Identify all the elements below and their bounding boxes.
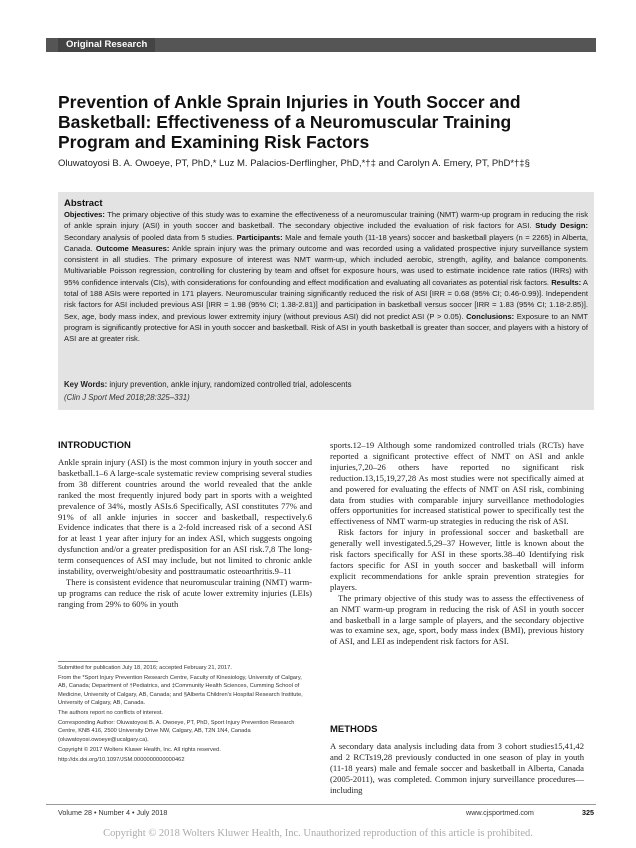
methods-column <box>330 741 584 796</box>
article-title: Prevention of Ankle Sprain Injuries in Youth Soccer and Basketball: Effectiveness of a Neuromuscular Training Program and Examining Risk Factors <box>58 92 521 152</box>
results-text: A total of 188 ASIs were reported in 171 players. Neuromuscular training significantly reduced the risk of ASI [IRR = 0.68 (95% CI; 0.46-0.99)]. Independent risk factors for ASI included previous ASI [IRR = 1.98 (95% CI; 1.38-2.81)] and participation in basketball versus soccer [IRR = 1.83 (95% CI; 1.18-2.85)]. Sex, age, body mass index, and previous lower extremity injury (without previous ASI) did not predict ASI (P > 0.05). <box>64 277 588 321</box>
footer-volume: Volume 28 • Number 4 • July 2018 <box>58 808 168 817</box>
right-column <box>330 440 584 647</box>
keywords <box>64 380 588 389</box>
section-label: Original Research <box>58 38 155 52</box>
objectives-text: The primary objective of this study was to examine the effectiveness of a neuromuscular training (NMT) warm-up program in reducing the risk of ankle sprain injury (ASI) in youth soccer and basketball. The secondary objective included the evaluation of risk factors for ASI. <box>64 210 588 231</box>
design-label: Study Design: <box>535 221 588 231</box>
keywords-text: injury prevention, ankle injury, randomized controlled trial, adolescents <box>109 380 352 389</box>
conflicts-note: The authors report no conflicts of interest. <box>58 710 163 717</box>
participants-label: Participants: <box>236 232 283 242</box>
copyright-banner: Copyright © 2018 Wolters Kluwer Health, Inc. Unauthorized reproduction of this article is prohibited. <box>103 828 533 839</box>
doi-link[interactable]: http://dx.doi.org/10.1097/JSM.0000000000000462 <box>58 757 185 764</box>
corresponding-note: Corresponding Author: Oluwatoyosi B. A. Owoeye, PT, PhD, Sport Injury Prevention Research Centre, KNB 416, 2500 University Drive NW, Calgary, AB, T2N 1N4, Canada (oluwatoyosi.owoeye@ucalgary.ca). <box>58 720 295 743</box>
methods-heading: METHODS <box>330 724 378 735</box>
results-label: Results: <box>551 277 582 287</box>
submitted-note: Submitted for publication July 18, 2016; accepted February 21, 2017. <box>58 665 232 671</box>
outcome-text: Ankle sprain injury was the primary outcome and was recorded using a validated prospective injury surveillance system consistent in all studies. The primary exposure of interest was NMT warm-up, which included aerobic, strength, agility, and balance components. Multivariable Poisson regression, controlling for clustering by team and offset for exposure hours, was used to estimate incidence rate ratios (IRRs) with 95% confidence intervals (CIs), with considerations for confounding and effect modification and evaluating all covariates as potential risk factors. <box>64 243 588 287</box>
authors: Oluwatoyosi B. A. Owoeye, PT, PhD,* Luz M. Palacios-Derflingher, PhD,*†‡ and Carolyn A. Emery, PT, PhD*†‡§ <box>58 158 530 169</box>
notes-divider <box>58 661 158 662</box>
journal-citation: (Clin J Sport Med 2018;28:325–331) <box>64 393 190 402</box>
abstract-heading: Abstract <box>64 198 103 209</box>
footer-website[interactable]: www.cjsportmed.com <box>466 808 534 817</box>
outcome-label: Outcome Measures: <box>95 243 170 253</box>
abstract-body <box>64 209 588 345</box>
conclusions-label: Conclusions: <box>466 311 515 321</box>
introduction-heading: INTRODUCTION <box>58 440 131 451</box>
methods-paragraph-1: A secondary data analysis including data from 3 cohort studies15,41,42 and 2 RCTs19,28 previously conducted in one season of play in youth (11-18 years) male and female soccer and basketball in Alberta, Canada (2005-2011), was completed. Common injury surveillance procedures—including <box>330 741 584 795</box>
intro-paragraph-2: There is consistent evidence that neuromuscular training (NMT) warm-up programs can reduce the risk of acute lower extremity injuries (LEIs) ranging from 29% to 60% in youth <box>58 576 312 609</box>
objectives-label: Objectives: <box>64 210 105 219</box>
design-text: Secondary analysis of pooled data from 5 studies. <box>64 232 235 242</box>
intro-column <box>58 457 312 610</box>
keywords-label: Key Words: <box>64 380 108 389</box>
article-notes <box>58 664 312 766</box>
conclusions-text: Exposure to an NMT program is significantly protective for ASI in youth soccer and basketball. Risk of ASI in youth basketball is greater than soccer, and players with a history of ASI are at greater risk. <box>64 311 588 344</box>
right-paragraph-2: Risk factors for injury in professional soccer and basketball are generally well investigated.5,29–37 However, little is known about the risk factors specifically for ASI in these sports.38–40 Identifying risk factors specific for ASI in youth soccer and basketball will inform explicit recommendations for ankle sprain prevention strategies for players. <box>330 527 584 592</box>
right-paragraph-1: sports.12–19 Although some randomized controlled trials (RCTs) have reported a significant protective effect of NMT on ASI and ankle injuries,7,20–26 others have reported no significant risk reduction.13,15,19,27,28 As most studies were not specifically aimed at and powered for evaluating the effects of NMT on ASI risk, combining data from studies with comparable injury surveillance methodologies offers opportunities for increased statistical power to specifically test the effectiveness of NMT warm-up strategies in reducing the risk of ASI. <box>330 440 584 527</box>
page-number: 325 <box>582 808 594 817</box>
participants-text: Male and female youth (11-18 years) soccer and basketball players (n = 2265) in Alberta, Canada. <box>64 232 588 253</box>
intro-paragraph-1: Ankle sprain injury (ASI) is the most common injury in youth soccer and basketball.1–6 A large-scale systematic review comprising several studies from 38 different countries around the world revealed that the ankle ranked the most frequently injured body part in sports with a weighted prevalence of 34%, mostly ASIs.6 Specifically, ASI constitutes 77% and 91% of all ankle injuries in soccer and basketball, respectively.6 Evidence indicates that there is a 2-fold increased risk of a second ASI for at least 1 year after injury for an index ASI, which suggests ongoing dysfunction and/or a greater predisposition for an ASI risk.7,8 The long-term consequences of ASI may include, but not limited to chronic ankle instability, overweight/obesity and posttraumatic osteoarthritis.9–11 <box>58 457 312 577</box>
footer-rule <box>46 804 596 805</box>
copyright-note: Copyright © 2017 Wolters Kluwer Health, Inc. All rights reserved. <box>58 746 221 753</box>
affiliations-note: From the *Sport Injury Prevention Research Centre, Faculty of Kinesiology, University of Calgary, AB, Canada; Department of †Pediatrics, and ‡Community Health Sciences, Cumming School of Medicine, University of Calgary, AB, Canada; and §Alberta Children's Hospital Research Institute, University of Calgary, AB, Canada. <box>58 675 303 706</box>
right-paragraph-3: The primary objective of this study was to assess the effectiveness of an NMT warm-up program in reducing the risk of ASI in youth soccer and basketball in a large sample of players, and the secondary objective was to examine sex, age, sport, body mass index (BMI), previous history of ASI, and LEI as independent risk factors for ASI. <box>330 592 584 647</box>
